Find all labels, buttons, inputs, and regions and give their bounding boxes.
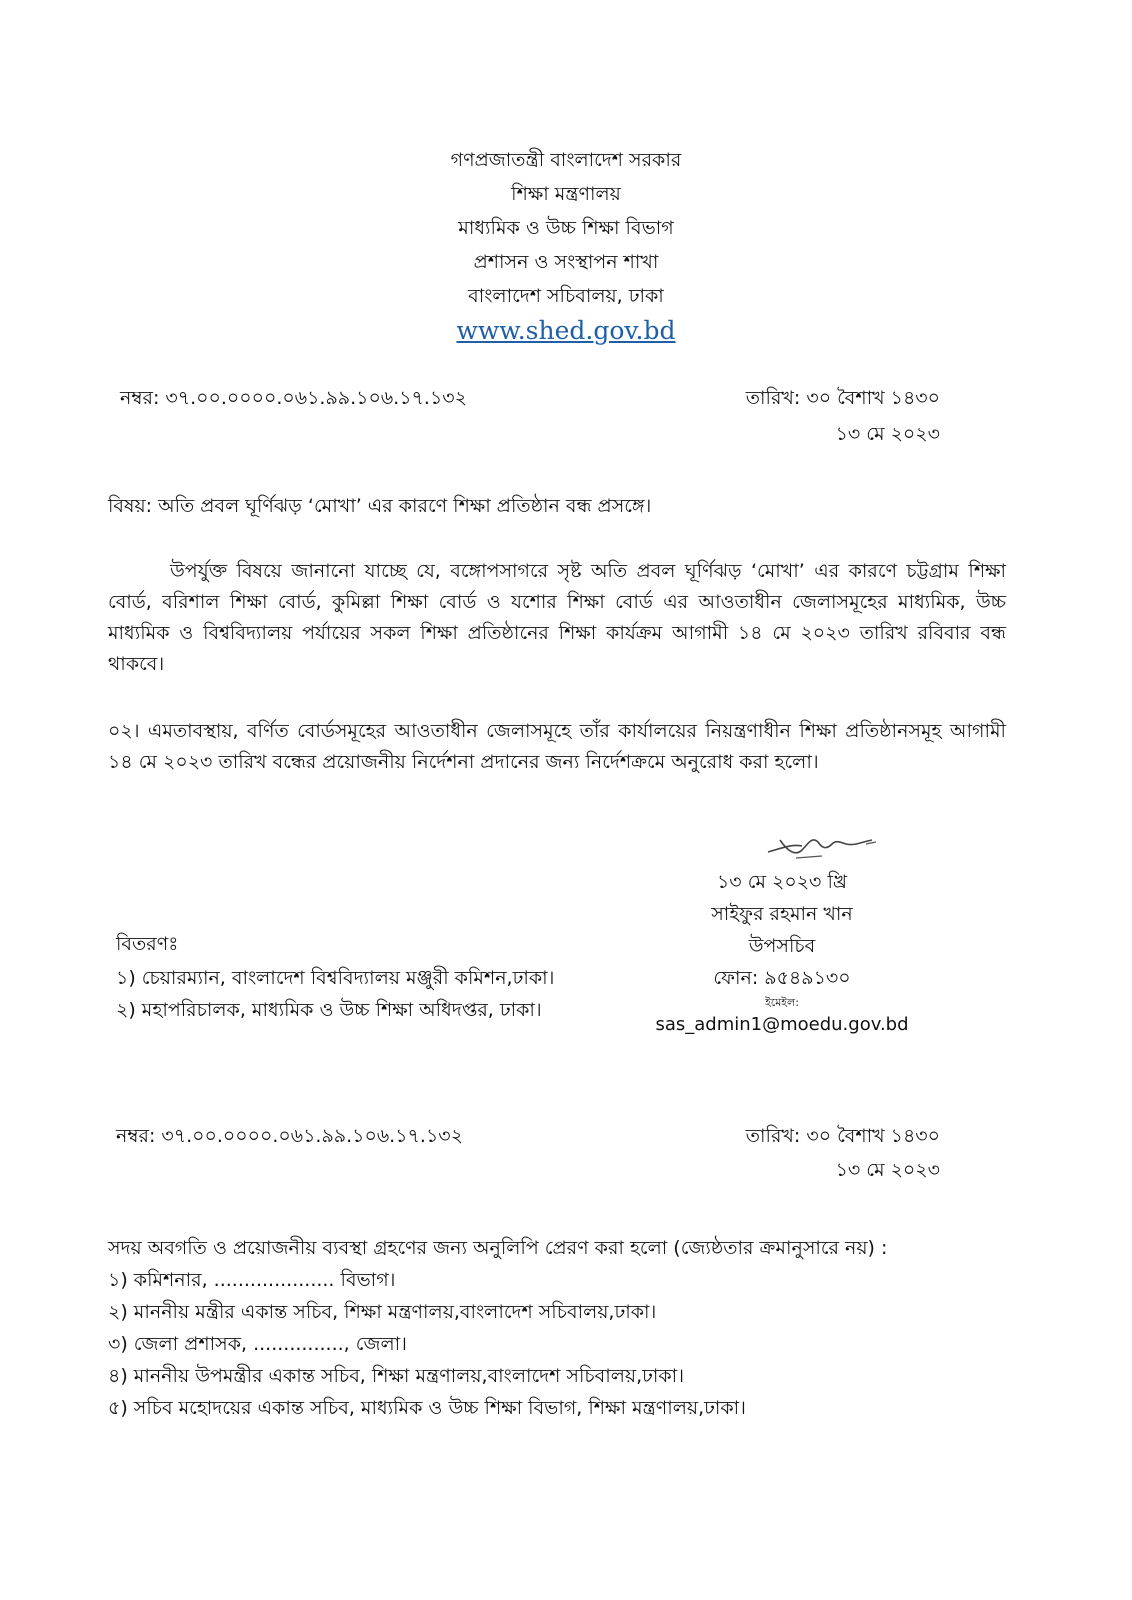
distribution-title: বিতরণঃ: [116, 933, 179, 955]
signature-image: [762, 822, 882, 866]
copies-item: ২) মাননীয় মন্ত্রীর একান্ত সচিব, শিক্ষা মন্ত্রণালয়,বাংলাদেশ সচিবালয়,ঢাকা।: [108, 1301, 657, 1323]
body-paragraph-2: ০২। এমতাবস্থায়, বর্ণিত বোর্ডসমূহের আওতাধীন জেলাসমূহে তাঁর কার্যালয়ের নিয়ন্ত্রণাধীন শিক্ষা প্রতিষ্ঠানসমূহ আগামী ১৪ মে ২০২৩ তারিখ বন্ধের প্রয়োজনীয় নির্দেশনা প্রদানের জন্য নির্দেশক্রমে অনুরোধ করা হলো।: [108, 720, 1006, 773]
signatory-name: সাইফুর রহমান খান: [711, 903, 853, 925]
memo-date-english: ১৩ মে ২০২৩: [835, 423, 940, 445]
header-address: বাংলাদেশ সচিবালয়, ঢাকা: [468, 285, 664, 307]
subject-line: বিষয়: অতি প্রবল ঘূর্ণিঝড় ‘মোখা’ এর কারণে শিক্ষা প্রতিষ্ঠান বন্ধ প্রসঙ্গে।: [108, 495, 652, 517]
distribution-item: ২) মহাপরিচালক, মাধ্যমিক ও উচ্চ শিক্ষা অধিদপ্তর, ঢাকা।: [116, 999, 542, 1021]
copies-item: ৫) সচিব মহোদয়ের একান্ত সচিব, মাধ্যমিক ও উচ্চ শিক্ষা বিভাগ, শিক্ষা মন্ত্রণালয়,ঢাকা।: [108, 1397, 746, 1419]
distribution-item: ১) চেয়ারম্যান, বাংলাদেশ বিশ্ববিদ্যালয় মঞ্জুরী কমিশন,ঢাকা।: [116, 967, 555, 989]
memo2-date-bangla: তারিখ: ৩০ বৈশাখ ১৪৩০: [745, 1125, 940, 1147]
body-paragraph-1: উপর্যুক্ত বিষয়ে জানানো যাচ্ছে যে, বঙ্গোপসাগরে সৃষ্ট অতি প্রবল ঘূর্ণিঝড় ‘মোখা’ এর কারণে চট্টগ্রাম শিক্ষা বোর্ড, বরিশাল শিক্ষা বোর্ড, কুমিল্লা শিক্ষা বোর্ড ও যশোর শিক্ষা বোর্ড এর আওতাধীন জেলাসমূহের মাধ্যমিক, উচ্চ মাধ্যমিক ও বিশ্ববিদ্যালয় পর্যায়ের সকল শিক্ষা প্রতিষ্ঠানের শিক্ষা কার্যক্রম আগামী ১৪ মে ২০২৩ তারিখ রবিবার বন্ধ থাকবে।: [108, 560, 1006, 675]
header-division: মাধ্যমিক ও উচ্চ শিক্ষা বিভাগ: [458, 217, 674, 239]
signatory-designation: উপসচিব: [748, 935, 816, 957]
signature-date: ১৩ মে ২০২৩ খ্রি: [716, 871, 848, 893]
website-link[interactable]: www.shed.gov.bd: [456, 316, 676, 345]
header-branch: প্রশাসন ও সংস্থাপন শাখা: [473, 251, 659, 273]
memo-number: নম্বর: ৩৭.০০.০০০০.০৬১.৯৯.১০৬.১৭.১৩২: [120, 387, 467, 409]
signatory-email[interactable]: sas_admin1@moedu.gov.bd: [655, 1014, 909, 1035]
signatory-phone: ফোন: ৯৫৪৯১৩০: [713, 967, 851, 989]
copies-intro: সদয় অবগতি ও প্রয়োজনীয় ব্যবস্থা গ্রহণের জন্য অনুলিপি প্রেরণ করা হলো (জ্যেষ্ঠতার ক্রমানুসারে নয়) :: [108, 1237, 888, 1259]
signatory-email-label: ইমেইল:: [765, 996, 799, 1009]
copies-item: ৪) মাননীয় উপমন্ত্রীর একান্ত সচিব, শিক্ষা মন্ত্রণালয়,বাংলাদেশ সচিবালয়,ঢাকা।: [108, 1365, 684, 1387]
header-ministry: শিক্ষা মন্ত্রণালয়: [511, 183, 621, 205]
memo2-date-english: ১৩ মে ২০২৩: [835, 1159, 940, 1181]
memo2-number: নম্বর: ৩৭.০০.০০০০.০৬১.৯৯.১০৬.১৭.১৩২: [116, 1125, 463, 1147]
copies-item: ১) কমিশনার, .................... বিভাগ।: [108, 1269, 396, 1291]
memo-date-bangla: তারিখ: ৩০ বৈশাখ ১৪৩০: [745, 387, 940, 409]
copies-item: ৩) জেলা প্রশাসক, ..............., জেলা।: [108, 1333, 407, 1355]
header-government: গণপ্রজাতন্ত্রী বাংলাদেশ সরকার: [450, 149, 682, 171]
